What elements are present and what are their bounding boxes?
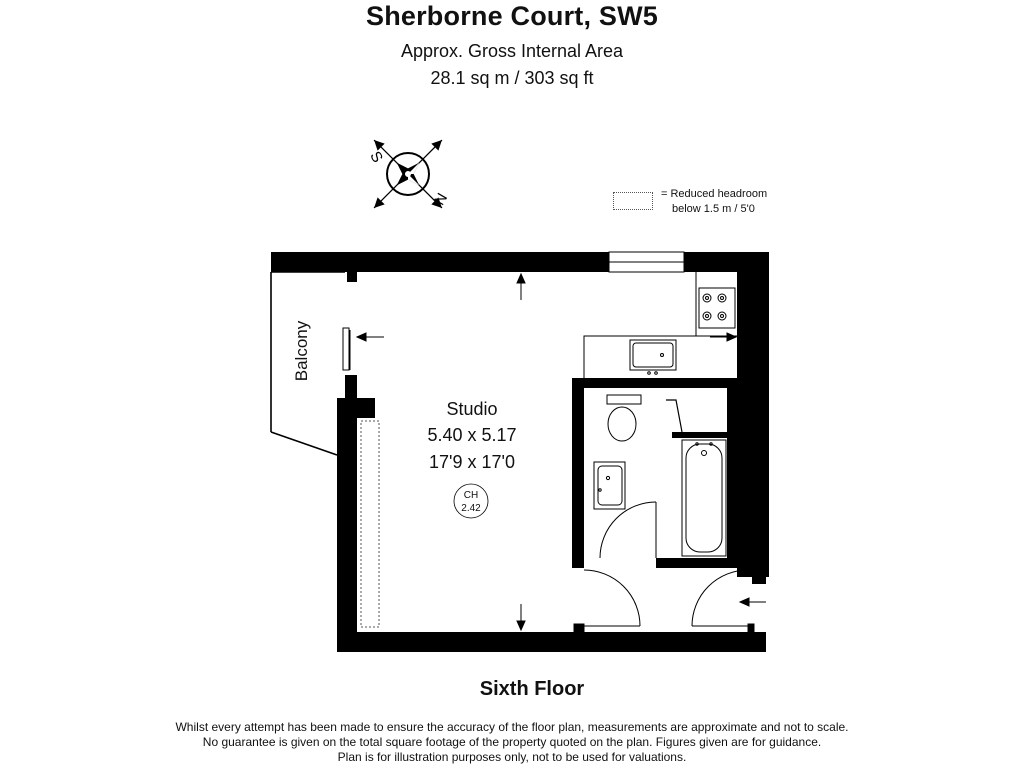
compass-north-label: N [430, 190, 452, 209]
area-value: 28.1 sq m / 303 sq ft [430, 68, 594, 88]
legend-label: = Reduced headroom [661, 188, 768, 200]
compass-rose [340, 106, 476, 242]
disclaimer-line-1: Whilst every attempt has been made to ensure the accuracy of the floor plan, measurements are approximate and not to scale. [175, 720, 849, 734]
balcony-door [343, 328, 350, 370]
page-title: Sherborne Court, SW5 [365, 1, 659, 31]
balcony-label: Balcony [292, 320, 311, 382]
ceiling-height-label: CH [463, 490, 479, 501]
area-caption: Approx. Gross Internal Area [400, 41, 624, 61]
legend-swatch [613, 192, 653, 210]
reduced-headroom-area [361, 421, 379, 627]
window [609, 252, 684, 272]
cupboard [666, 400, 682, 432]
ceiling-height-value: 2.42 [461, 503, 481, 514]
entrance-arrow [740, 598, 766, 606]
bathroom-sink [594, 462, 625, 509]
bathroom-door [600, 502, 656, 558]
disclaimer-line-2: No guarantee is given on the total square footage of the property quoted on the plan. Figures given are for guidance. [202, 735, 822, 749]
studio-metric-dims: 5.40 x 5.17 [427, 425, 517, 445]
bathtub [682, 440, 726, 556]
kitchen-sink [630, 340, 676, 374]
studio-name: Studio [446, 399, 498, 419]
legend-label-detail: below 1.5 m / 5'0 [672, 203, 755, 215]
disclaimer-line-3: Plan is for illustration purposes only, not to be used for valuations. [337, 750, 687, 764]
hall-door-left [574, 570, 640, 632]
compass-south-label: S [366, 148, 387, 166]
hob [699, 288, 735, 328]
floor-label: Sixth Floor [479, 678, 585, 700]
toilet [607, 395, 641, 441]
studio-imperial-dims: 17'9 x 17'0 [429, 452, 515, 472]
